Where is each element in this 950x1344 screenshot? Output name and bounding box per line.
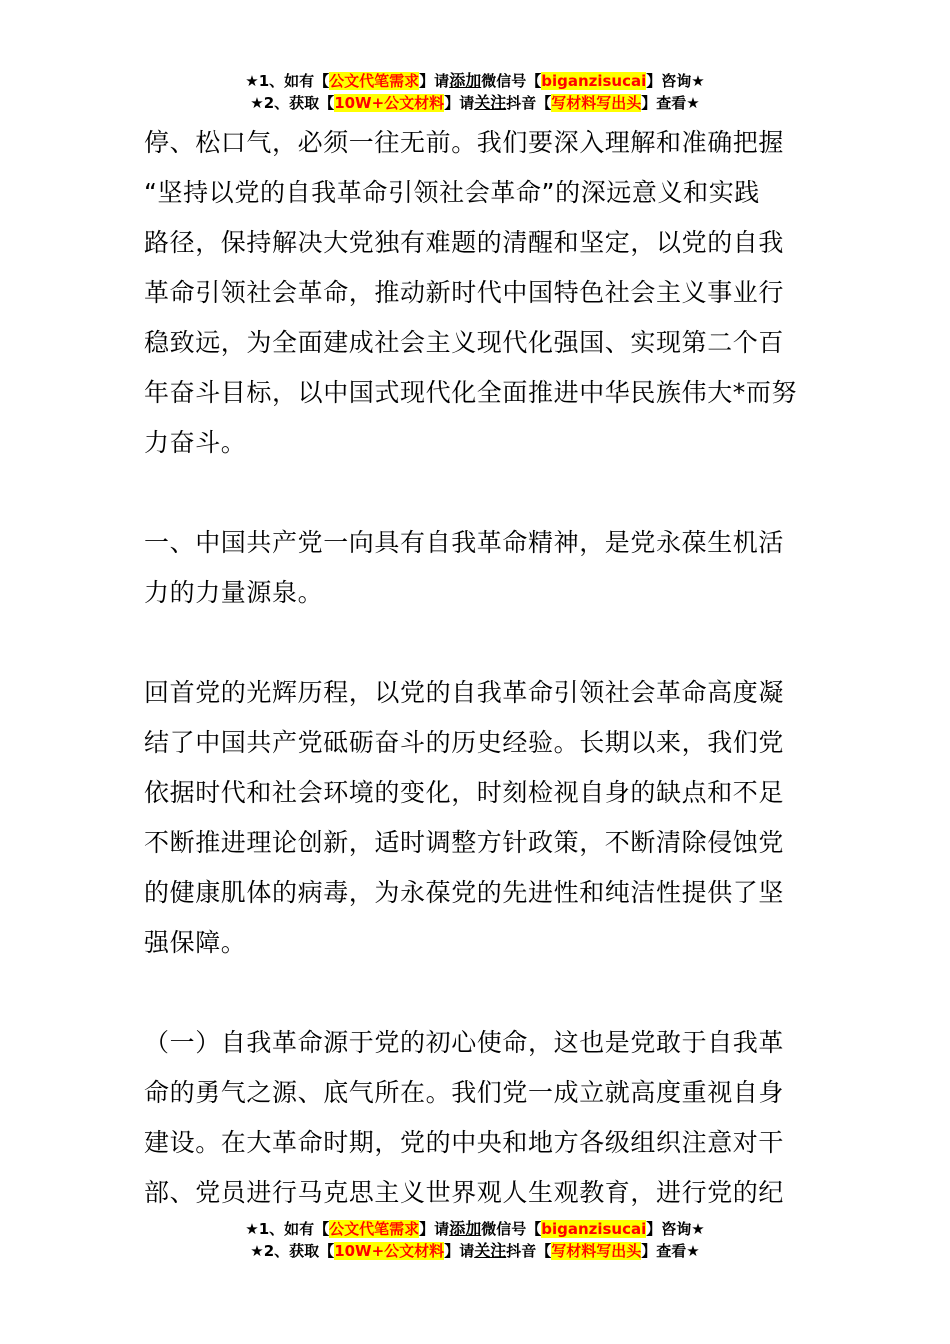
text-line: 停、松口气，必须一往无前。我们要深入理解和准确把握 [144, 128, 785, 157]
promo-highlight: 写材料写出头 [551, 94, 642, 112]
text-line: 路径，保持解决大党独有难题的清醒和坚定，以党的自我 [144, 228, 785, 257]
promo-highlight: 公文代笔需求 [329, 1220, 420, 1238]
text-line: 结了中国共产党砥砺奋斗的历史经验。长期以来，我们党 [144, 728, 785, 757]
text-line: 回首党的光辉历程，以党的自我革命引领社会革命高度凝 [144, 678, 785, 707]
promo-highlight: 写材料写出头 [551, 1242, 642, 1260]
promo-highlight: 10W+公文材料 [334, 1242, 445, 1260]
promo-line-2: ★2、获取【10W+公文材料】请关注抖音【写材料写出头】查看★ [250, 1241, 700, 1260]
text-line: 不断推进理论创新，适时调整方针政策，不断清除侵蚀党 [144, 828, 785, 857]
header-promo-banner [0, 70, 950, 114]
text-line: 年奋斗目标，以中国式现代化全面推进中华民族伟大*而努 [144, 378, 798, 407]
text-line: （一）自我革命源于党的初心使命，这也是党敢于自我革 [144, 1028, 785, 1057]
promo-line-2: ★2、获取【10W+公文材料】请关注抖音【写材料写出头】查看★ [250, 93, 700, 112]
text-line: 革命引领社会革命，推动新时代中国特色社会主义事业行 [144, 278, 785, 307]
promo-highlight: biganzisucai [541, 1220, 647, 1238]
promo-highlight: biganzisucai [541, 72, 647, 90]
paragraph-gap [144, 968, 808, 1018]
text-line: 命的勇气之源、底气所在。我们党一成立就高度重视自身 [144, 1078, 785, 1107]
paragraph-gap [144, 468, 808, 518]
text-line: 力奋斗。 [144, 428, 247, 457]
text-line: 部、党员进行马克思主义世界观人生观教育，进行党的纪 [144, 1178, 785, 1207]
text-line: 的健康肌体的病毒，为永葆党的先进性和纯洁性提供了坚 [144, 878, 785, 907]
promo-line-1: ★1、如有【公文代笔需求】请添加微信号【biganzisucai】咨询★ [245, 71, 705, 90]
text-line: 稳致远，为全面建成社会主义现代化强国、实现第二个百 [144, 328, 785, 357]
paragraph-gap [144, 618, 808, 668]
promo-highlight: 公文代笔需求 [329, 72, 420, 90]
text-line: 依据时代和社会环境的变化，时刻检视自身的缺点和不足 [144, 778, 785, 807]
footer-promo-banner [0, 1218, 950, 1262]
text-line: “坚持以党的自我革命引领社会革命”的深远意义和实践 [144, 178, 760, 207]
section-heading-line: 一、中国共产党一向具有自我革命精神，是党永葆生机活 [144, 528, 785, 557]
text-line: 强保障。 [144, 928, 247, 957]
document-body [144, 118, 808, 1218]
text-line: 建设。在大革命时期，党的中央和地方各级组织注意对干 [144, 1128, 785, 1157]
promo-highlight: 10W+公文材料 [334, 94, 445, 112]
section-heading-line: 力的力量源泉。 [144, 578, 324, 607]
promo-line-1: ★1、如有【公文代笔需求】请添加微信号【biganzisucai】咨询★ [245, 1219, 705, 1238]
